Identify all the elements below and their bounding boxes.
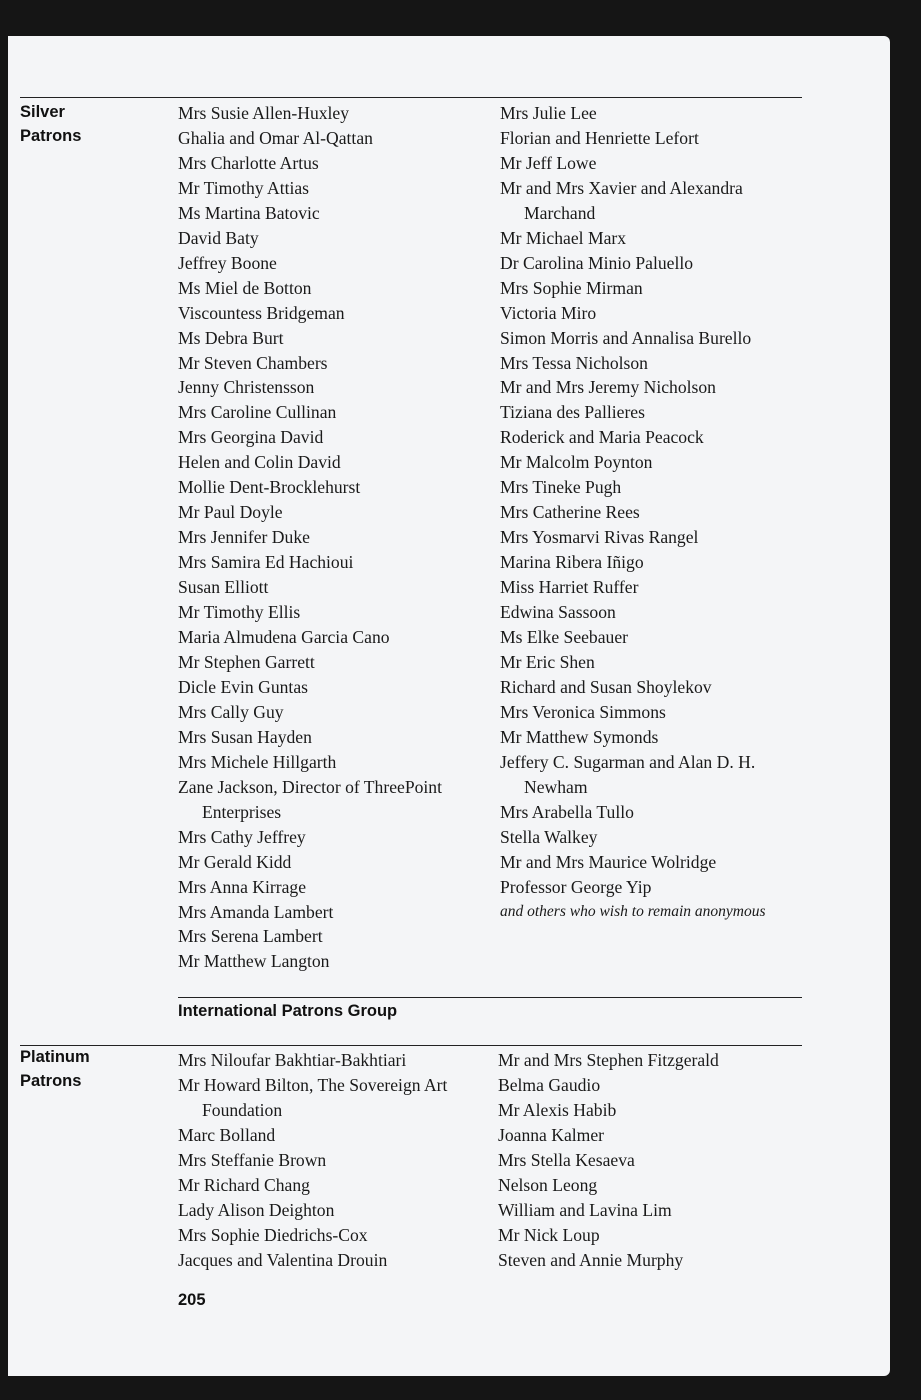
patron-name: Mrs Tineke Pugh <box>500 477 622 498</box>
patron-name: Mr Matthew Symonds <box>500 726 659 747</box>
patron-name: Joanna Kalmer <box>498 1124 605 1145</box>
patron-name: Jenny Christensson <box>178 377 315 398</box>
section-rule <box>178 997 802 998</box>
patron-name: Nelson Leong <box>498 1174 598 1195</box>
patron-name: Mrs Sophie Mirman <box>500 277 643 298</box>
patron-name: Mrs Serena Lambert <box>178 926 323 947</box>
heading-line: Silver <box>20 103 65 121</box>
international-patrons-group-title: International Patrons Group <box>178 1002 398 1020</box>
patron-name: Florian and Henriette Lefort <box>500 127 699 148</box>
platinum-rule <box>20 1045 802 1046</box>
patron-name: Mrs Niloufar Bakhtiar-Bakhtiari <box>178 1050 407 1070</box>
patron-name: David Baty <box>178 227 259 248</box>
patron-name: Zane Jackson, Director of ThreePoint Enterprises <box>178 776 442 822</box>
patron-name: Dicle Evin Guntas <box>178 676 308 697</box>
silver-patrons-heading <box>20 100 81 148</box>
patron-name: Mr Paul Doyle <box>178 502 283 523</box>
patron-name: Simon Morris and Annalisa Burello <box>500 327 752 348</box>
patron-name: Mr Timothy Ellis <box>178 602 301 623</box>
patron-name: Mrs Veronica Simmons <box>500 701 666 722</box>
patron-name: Mrs Catherine Rees <box>500 502 640 523</box>
patron-name: Richard and Susan Shoylekov <box>500 676 712 697</box>
patron-name: Mr Alexis Habib <box>498 1099 617 1120</box>
patron-name: Steven and Annie Murphy <box>498 1249 684 1270</box>
platinum-patrons-heading <box>20 1045 90 1093</box>
patron-name: Mrs Georgina David <box>178 427 324 448</box>
patron-name: Ms Elke Seebauer <box>500 627 629 648</box>
top-rule <box>20 97 802 98</box>
patron-name: Mr Matthew Langton <box>178 951 330 972</box>
patron-name: Mrs Arabella Tullo <box>500 801 634 822</box>
patron-name: Stella Walkey <box>500 826 598 847</box>
patron-name: Ms Martina Batovic <box>178 202 320 223</box>
patron-name: Mr Jeff Lowe <box>500 152 597 173</box>
platinum-patrons-column-1 <box>178 1048 488 1273</box>
patron-name: Mr and Mrs Stephen Fitzgerald <box>498 1050 719 1070</box>
heading-line: Patrons <box>20 127 82 145</box>
patron-name: Mrs Cally Guy <box>178 701 284 722</box>
patron-name: Maria Almudena Garcia Cano <box>178 627 390 648</box>
patron-name: Mrs Caroline Cullinan <box>178 402 337 423</box>
silver-patrons-column-1 <box>178 101 488 974</box>
page <box>8 36 890 1376</box>
patron-name: Mrs Cathy Jeffrey <box>178 826 306 847</box>
patron-name: Mrs Amanda Lambert <box>178 901 334 922</box>
page-number: 205 <box>178 1291 206 1309</box>
patron-name: Edwina Sassoon <box>500 602 616 623</box>
patron-name: Belma Gaudio <box>498 1074 601 1095</box>
patron-name: Mr Eric Shen <box>500 651 595 672</box>
patron-name: Mrs Steffanie Brown <box>178 1149 327 1170</box>
patron-name: Mrs Julie Lee <box>500 103 597 123</box>
patron-name: Mr Stephen Garrett <box>178 651 315 672</box>
patron-name: Mr Steven Chambers <box>178 352 328 373</box>
patron-name: Mrs Jennifer Duke <box>178 527 310 548</box>
patron-name: Professor George Yip <box>500 876 652 897</box>
patron-name: Jeffery C. Sugarman and Alan D. H. Newham <box>500 751 756 797</box>
patron-name: Mollie Dent-Brocklehurst <box>178 477 361 498</box>
patron-name: Marc Bolland <box>178 1124 276 1145</box>
patron-name: Mr and Mrs Maurice Wolridge <box>500 851 717 872</box>
patron-name: Mrs Sophie Diedrichs-Cox <box>178 1224 368 1245</box>
patron-name: Jacques and Valentina Drouin <box>178 1249 388 1270</box>
patron-name: Mrs Susan Hayden <box>178 726 312 747</box>
patron-name: Victoria Miro <box>500 302 597 323</box>
patron-name: Marina Ribera Iñigo <box>500 552 644 573</box>
patron-name: Mr and Mrs Xavier and Alexandra Marchand <box>500 177 743 223</box>
patron-name: Jeffrey Boone <box>178 252 277 273</box>
patron-name: Mr Timothy Attias <box>178 177 310 198</box>
platinum-patrons-column-2 <box>498 1048 808 1273</box>
patron-name: Lady Alison Deighton <box>178 1199 335 1220</box>
patron-name: Mr Malcolm Poynton <box>500 452 653 473</box>
heading-line: Patrons <box>20 1072 82 1090</box>
patron-name: Mr Richard Chang <box>178 1174 310 1195</box>
patron-name: Mr Michael Marx <box>500 227 627 248</box>
patron-name: Mr Howard Bilton, The Sovereign Art Foundation <box>178 1074 448 1120</box>
patron-name: Ghalia and Omar Al-Qattan <box>178 127 373 148</box>
patron-name: Mrs Samira Ed Hachioui <box>178 552 354 573</box>
patron-name: Dr Carolina Minio Paluello <box>500 252 694 273</box>
patron-name: Roderick and Maria Peacock <box>500 427 704 448</box>
patron-name: Mrs Michele Hillgarth <box>178 751 337 772</box>
anonymous-note: and others who wish to remain anonymous <box>500 902 766 920</box>
patron-name: Mrs Anna Kirrage <box>178 876 307 897</box>
patron-name: Viscountess Bridgeman <box>178 302 345 323</box>
silver-patrons-column-2 <box>500 101 810 924</box>
patron-name: Mr and Mrs Jeremy Nicholson <box>500 377 716 398</box>
patron-name: Mrs Charlotte Artus <box>178 152 319 173</box>
patron-name: Mr Gerald Kidd <box>178 851 292 872</box>
patron-name: Mrs Stella Kesaeva <box>498 1149 635 1170</box>
patron-name: Miss Harriet Ruffer <box>500 577 639 598</box>
patron-name: Helen and Colin David <box>178 452 341 473</box>
patron-name: Susan Elliott <box>178 577 269 598</box>
patron-name: Mrs Susie Allen-Huxley <box>178 103 350 123</box>
patron-name: Mr Nick Loup <box>498 1224 600 1245</box>
patron-name: Mrs Yosmarvi Rivas Rangel <box>500 527 699 548</box>
heading-line: Platinum <box>20 1048 90 1066</box>
patron-name: Mrs Tessa Nicholson <box>500 352 648 373</box>
patron-name: Tiziana des Pallieres <box>500 402 645 423</box>
patron-name: William and Lavina Lim <box>498 1199 672 1220</box>
patron-name: Ms Miel de Botton <box>178 277 312 298</box>
patron-name: Ms Debra Burt <box>178 327 284 348</box>
